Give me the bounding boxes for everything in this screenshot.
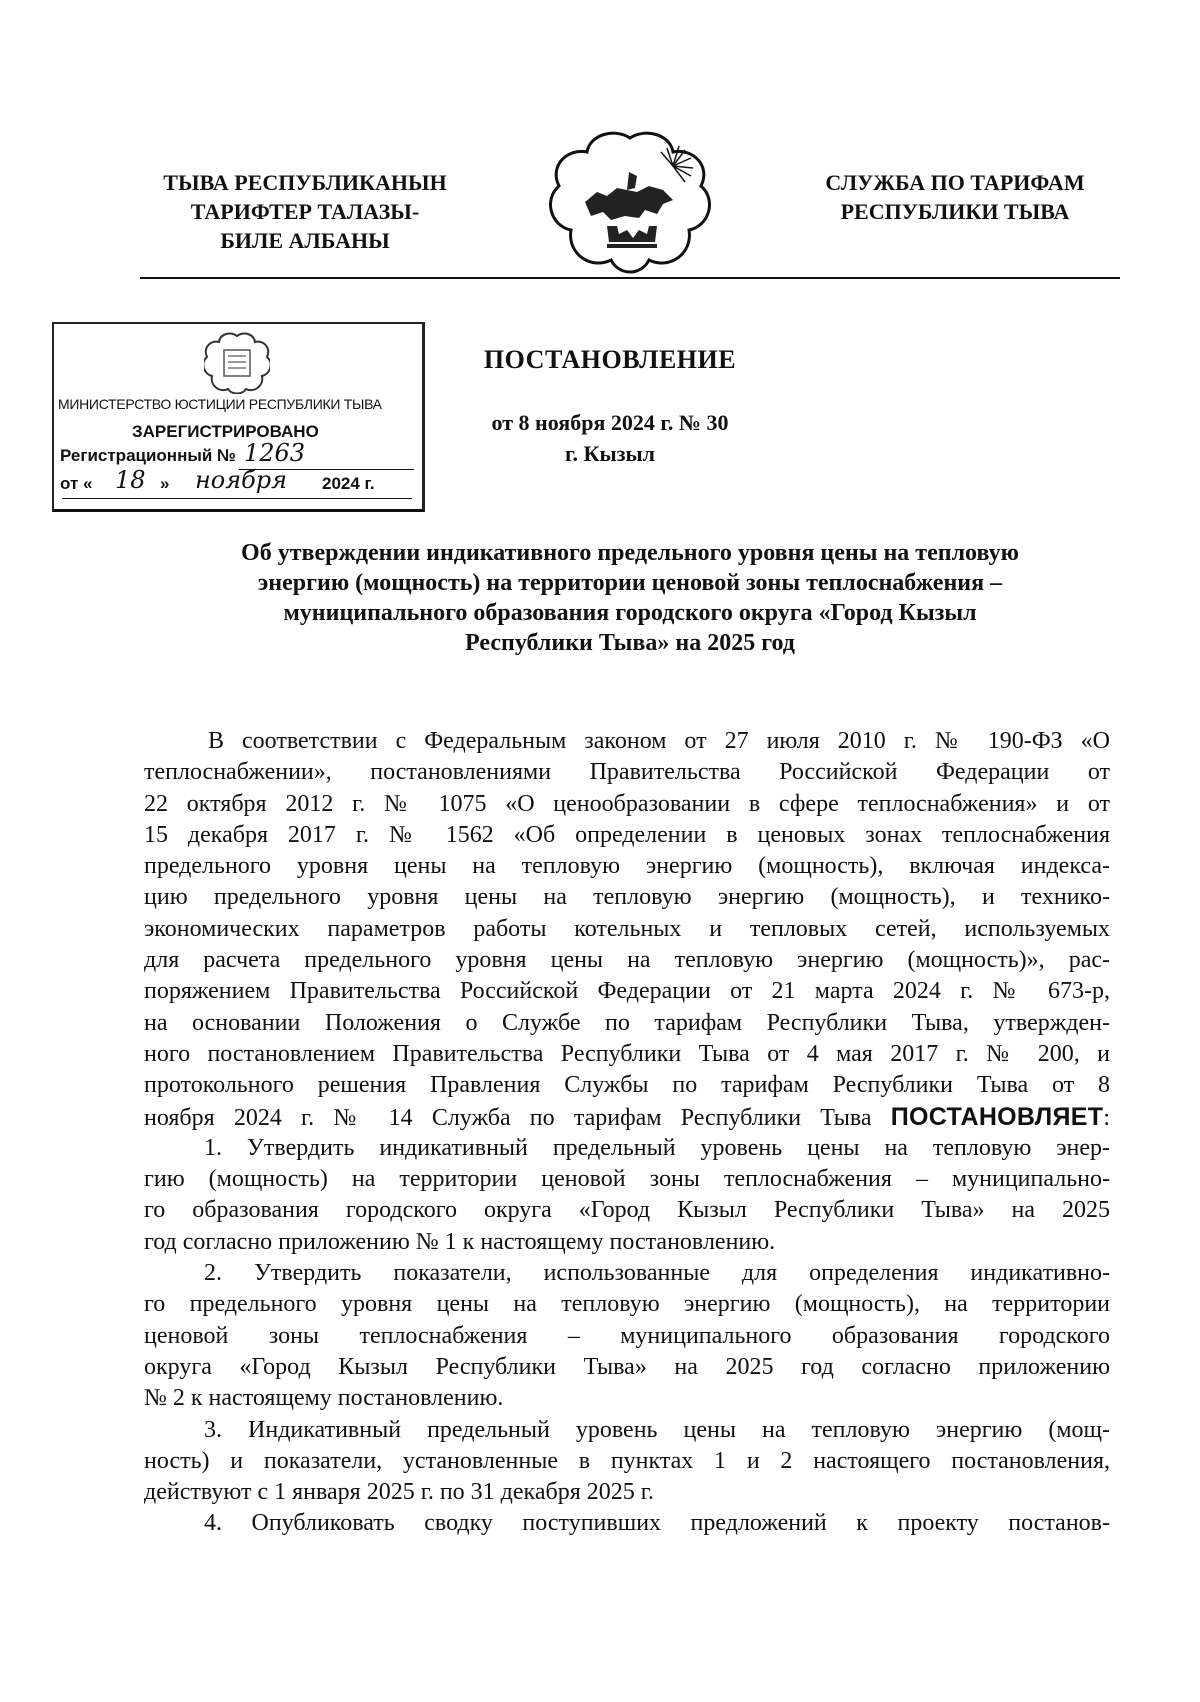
tuva-emblem-icon bbox=[545, 130, 715, 276]
item-1-line: 1. Утвердить индикативный предельный уровень цены на тепловую энер- bbox=[204, 1134, 1110, 1161]
stamp-date-year: 2024 г. bbox=[322, 474, 375, 493]
item-4-line: 4. Опубликовать сводку поступивших предложений к проекту постанов- bbox=[204, 1510, 1110, 1537]
preamble-line: экономических параметров работы котельных и тепловых сетей, используемых bbox=[144, 915, 1110, 942]
preamble-line: на основании Положения о Службе по тарифам Республики Тыва, утвержден- bbox=[144, 1009, 1110, 1036]
stamp-date-sep: » bbox=[160, 474, 170, 493]
header-right-line-2: РЕСПУБЛИКИ ТЫВА bbox=[840, 199, 1070, 224]
stamp-ministry: МИНИСТЕРСТВО ЮСТИЦИИ РЕСПУБЛИКИ ТЫВА bbox=[58, 396, 382, 412]
document-body bbox=[144, 726, 1110, 1540]
preamble-line: В соответствии с Федеральным законом от 27 июля 2010 г. № 190-ФЗ «О bbox=[208, 728, 1110, 754]
preamble-line: цию предельного уровня цены на тепловую энергию (мощность), и технико- bbox=[144, 884, 1110, 911]
header-left-line-1: ТЫВА РЕСПУБЛИКАНЫН bbox=[163, 170, 447, 195]
stamp-date-prefix: от « bbox=[60, 474, 93, 493]
document-title bbox=[150, 538, 1110, 658]
preamble-line: протокольного решения Правления Службы по тарифам Республики Тыва от 8 bbox=[144, 1072, 1110, 1099]
stamp-regno-value: 1263 bbox=[244, 439, 306, 467]
resolves-word: ПОСТАНОВЛЯЕТ bbox=[890, 1102, 1104, 1131]
header-left-line-2: ТАРИФТЕР ТАЛАЗЫ- bbox=[190, 199, 420, 224]
document-city: г. Кызыл bbox=[565, 441, 655, 466]
preamble-line: ного постановлением Правительства Республики Тыва от 4 мая 2017 г. № 200, и bbox=[144, 1040, 1110, 1067]
header-left-line-3: БИЛЕ АЛБАНЫ bbox=[220, 228, 390, 253]
header-right-russian bbox=[800, 168, 1110, 226]
preamble-line: для расчета предельного уровня цены на тепловую энергию (мощность)», рас- bbox=[144, 947, 1110, 974]
title-line: Об утверждении индикативного предельного уровня цены на тепловую bbox=[241, 540, 1019, 566]
preamble-last-line bbox=[144, 1102, 1110, 1133]
stamp-registered: ЗАРЕГИСТРИРОВАНО bbox=[132, 422, 319, 441]
preamble-line: 22 октября 2012 г. № 1075 «О ценообразовании в сфере теплоснабжения» и от bbox=[144, 790, 1110, 817]
registration-stamp bbox=[52, 322, 425, 512]
header-left-tuvan bbox=[140, 168, 470, 255]
item-2-line: 2. Утвердить показатели, использованные для определения индикативно- bbox=[204, 1260, 1110, 1287]
stamp-emblem-icon bbox=[204, 332, 270, 394]
item-2-line: № 2 к настоящему постановлению. bbox=[144, 1385, 504, 1412]
preamble-line: предельного уровня цены на тепловую энергию (мощность), включая индекса- bbox=[144, 853, 1110, 880]
item-3-line: действуют с 1 января 2025 г. по 31 декабря 2025 г. bbox=[144, 1479, 654, 1506]
resolves-colon: : bbox=[1103, 1104, 1110, 1131]
item-2-line: ценовой зоны теплоснабжения – муниципального образования городского bbox=[144, 1322, 1110, 1349]
title-line: энергию (мощность) на территории ценовой зоны теплоснабжения – bbox=[257, 570, 1003, 596]
item-1-line: гию (мощность) на территории ценовой зоны теплоснабжения – муниципально- bbox=[144, 1166, 1110, 1193]
preamble-line: 15 декабря 2017 г. № 1562 «Об определении в ценовых зонах теплоснабжения bbox=[144, 821, 1110, 848]
item-2-line: го предельного уровня цены на тепловую энергию (мощность), на территории bbox=[144, 1291, 1110, 1318]
stamp-date-row bbox=[60, 466, 415, 502]
item-1-line: го образования городского округа «Город Кызыл Республики Тыва» на 2025 bbox=[144, 1197, 1110, 1224]
title-line: муниципального образования городского округа «Город Кызыл bbox=[283, 600, 977, 626]
item-2-line: округа «Город Кызыл Республики Тыва» на 2025 год согласно приложению bbox=[144, 1353, 1110, 1380]
stamp-date-underline bbox=[62, 498, 412, 499]
item-3-line: 3. Индикативный предельный уровень цены на тепловую энергию (мощ- bbox=[204, 1416, 1110, 1443]
document-type: ПОСТАНОВЛЕНИЕ bbox=[483, 345, 737, 374]
stamp-date-day: 18 bbox=[115, 466, 146, 494]
title-line: Республики Тыва» на 2025 год bbox=[465, 630, 795, 656]
preamble-line: поряжением Правительства Российской Федерации от 21 марта 2024 г. № 673-р, bbox=[144, 978, 1110, 1005]
header-divider bbox=[140, 277, 1120, 279]
item-1-line: год согласно приложению № 1 к настоящему постановлению. bbox=[144, 1228, 776, 1255]
stamp-regno-label: Регистрационный № bbox=[60, 446, 236, 465]
stamp-date-month: ноября bbox=[195, 466, 288, 494]
item-3-line: ность) и показатели, установленные в пунктах 1 и 2 настоящего постановления, bbox=[144, 1447, 1110, 1474]
header-right-line-1: СЛУЖБА ПО ТАРИФАМ bbox=[825, 170, 1085, 195]
preamble-line: теплоснабжении», постановлениями Правительства Российской Федерации от bbox=[144, 759, 1110, 786]
document-date-number: от 8 ноября 2024 г. № 30 bbox=[491, 410, 729, 435]
preamble-last-text: ноября 2024 г. № 14 Служба по тарифам Республики Тыва bbox=[144, 1104, 891, 1131]
